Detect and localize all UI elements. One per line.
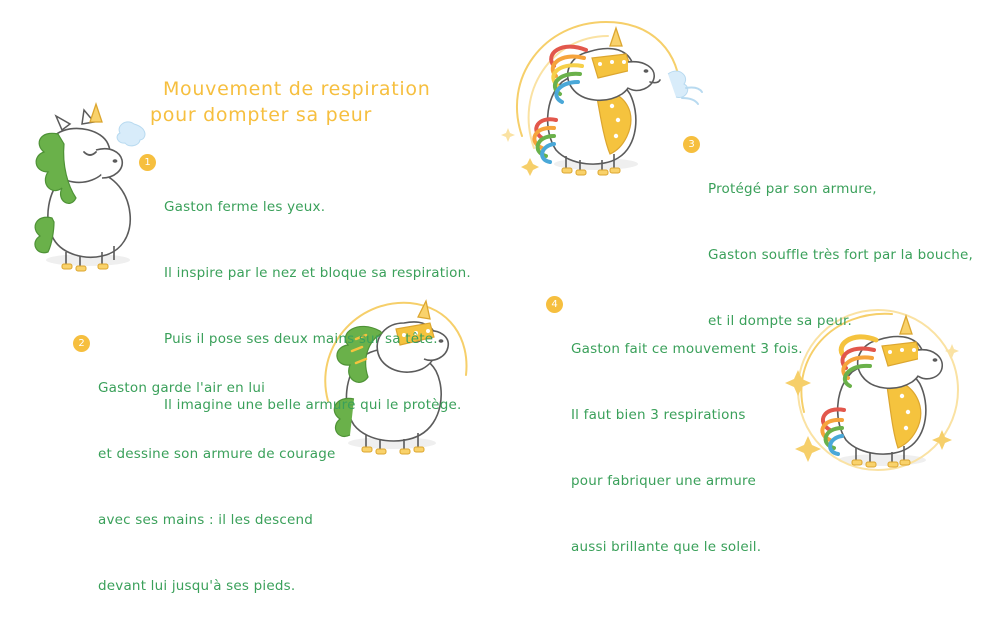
step-2-text	[98, 333, 336, 641]
step-1-line-2: Il inspire par le nez et bloque sa respiration.	[164, 265, 471, 281]
step-1-line-4: Il imagine une belle armure qui le protège.	[164, 397, 462, 413]
step-4-text	[571, 294, 803, 602]
step-1-number: 1	[139, 154, 156, 171]
step-3-line-1: Protégé par son armure,	[708, 181, 877, 197]
step-4-line-2: Il faut bien 3 respirations	[571, 407, 746, 423]
step-3-line-3: et il dompte sa peur.	[708, 313, 852, 329]
step-1-line-3: Puis il pose ses deux mains sur sa tête.	[164, 331, 438, 347]
step-4-line-4: aussi brillante que le soleil.	[571, 539, 762, 555]
step-4	[546, 294, 803, 602]
step-2-line-3: avec ses mains : il les descend	[98, 512, 313, 528]
step-2-number: 2	[73, 335, 90, 352]
step-2-line-4: devant lui jusqu'à ses pieds.	[98, 578, 296, 594]
step-3-line-2: Gaston souffle très fort par la bouche,	[708, 247, 973, 263]
step-2-line-2: et dessine son armure de courage	[98, 446, 336, 462]
step-1-line-1: Gaston ferme les yeux.	[164, 199, 326, 215]
step-3-number: 3	[683, 136, 700, 153]
step-2-line-1: Gaston garde l'air en lui	[98, 380, 266, 396]
step-2	[73, 333, 336, 641]
page-title-line-2: pour dompter sa peur	[150, 104, 373, 126]
step-4-line-1: Gaston fait ce mouvement 3 fois.	[571, 341, 803, 357]
step-4-number: 4	[546, 296, 563, 313]
page-title-line-1: Mouvement de respiration	[162, 78, 431, 100]
step-4-line-3: pour fabriquer une armure	[571, 473, 756, 489]
